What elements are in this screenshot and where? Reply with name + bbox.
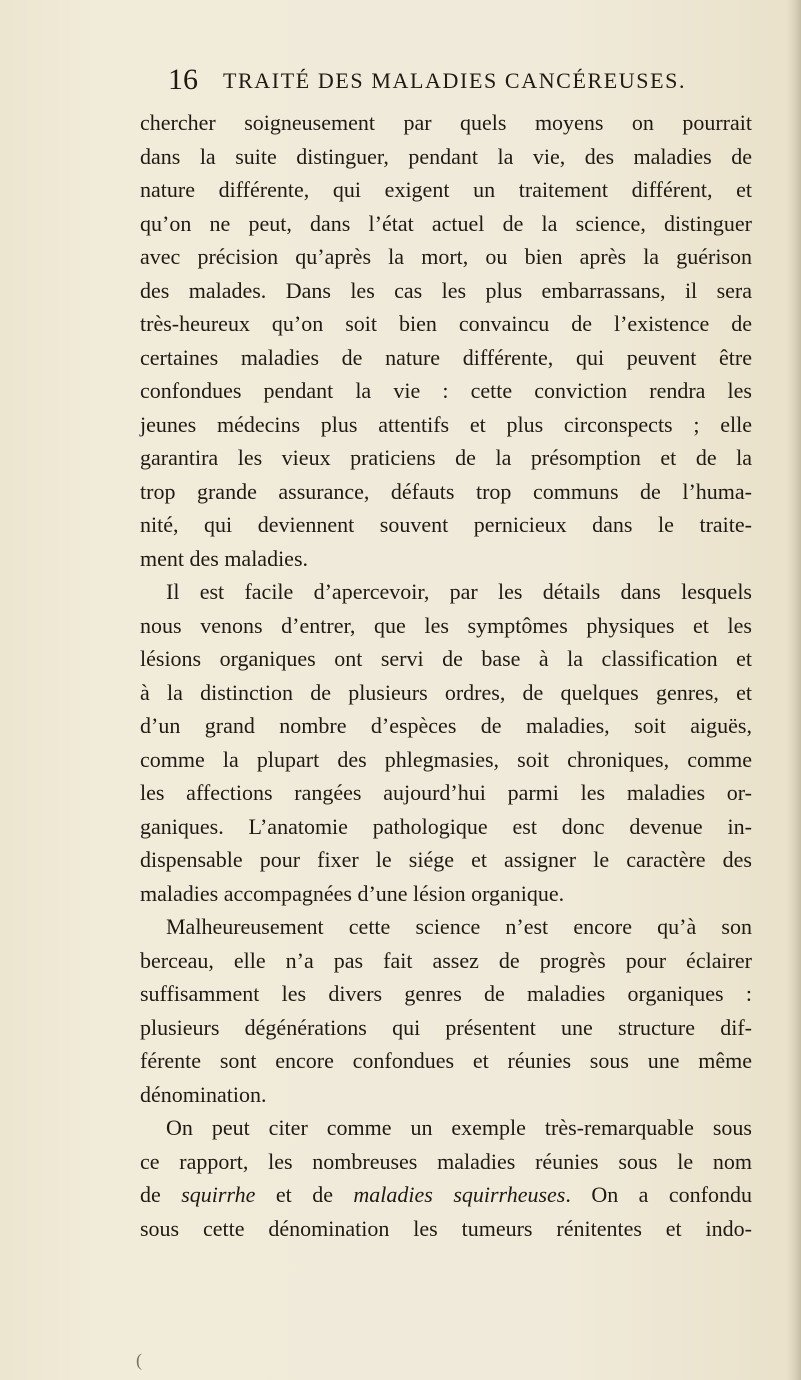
text-line: chercher soigneusement par quels moyens on pourrait (140, 110, 752, 135)
text-line: ce rapport, les nombreuses maladies réunies sous le nom (140, 1148, 752, 1174)
text-line: ment des maladies. (140, 545, 309, 571)
text-line: ganiques. L’anatomie pathologique est donc devenue in- (140, 813, 752, 839)
text-line: certaines maladies de nature différente, qui peuvent être (140, 344, 752, 370)
text-line: à la distinction de plusieurs ordres, de quelques genres, et (140, 679, 752, 705)
text-line italic-line: de squirrhe et de maladies squirrheuses. On a confondu (140, 1182, 752, 1207)
page-number: 16 (168, 63, 198, 96)
text-line: berceau, elle n’a pas fait assez de progrès pour éclairer (140, 947, 752, 973)
text-line: plusieurs dégénérations qui présentent une structure dif- (140, 1014, 752, 1040)
page-edge-shadow (787, 0, 801, 1380)
running-title: TRAITÉ DES MALADIES CANCÉREUSES. (223, 68, 687, 93)
text-line: sous cette dénomination les tumeurs rénitentes et indo- (140, 1215, 752, 1241)
text-line: dispensable pour fixer le siége et assigner le caractère des (140, 847, 752, 872)
text-line: les affections rangées aujourd’hui parmi les maladies or- (140, 780, 752, 805)
text-line: qu’on ne peut, dans l’état actuel de la science, distinguer (140, 210, 752, 236)
text-line: nature différente, qui exigent un traitement différent, et (140, 177, 752, 202)
text-line: Il est facile d’apercevoir, par les détails dans lesquels (166, 579, 752, 604)
text-line: lésions organiques ont servi de base à la classification et (140, 646, 752, 671)
body-text (140, 106, 752, 1245)
text-line: dénomination. (140, 1081, 267, 1107)
text-line: très-heureux qu’on soit bien convaincu de l’existence de (140, 311, 752, 336)
text-line: comme la plupart des phlegmasies, soit chroniques, comme (140, 746, 752, 772)
paper-speck: ( (136, 1350, 142, 1370)
text-line: On peut citer comme un exemple très-remarquable sous (166, 1115, 752, 1140)
text-line: trop grande assurance, défauts trop communs de l’huma- (140, 478, 752, 504)
text-line: avec précision qu’après la mort, ou bien après la guérison (140, 244, 752, 269)
text-line: des malades. Dans les cas les plus embarrassans, il sera (140, 277, 752, 303)
text-line: d’un grand nombre d’espèces de maladies, soit aiguës, (140, 713, 752, 738)
text-line: Malheureusement cette science n’est encore qu’à son (166, 914, 752, 939)
text-line: jeunes médecins plus attentifs et plus circonspects ; elle (140, 411, 752, 437)
text-line: dans la suite distinguer, pendant la vie, des maladies de (140, 143, 752, 169)
text-line: garantira les vieux praticiens de la présomption et de la (140, 445, 752, 470)
page-header (168, 62, 728, 102)
text-line: nité, qui deviennent souvent pernicieux dans le traite- (140, 512, 752, 537)
text-line: nous venons d’entrer, que les symptômes physiques et les (140, 612, 752, 638)
text-line: férente sont encore confondues et réunies sous une même (140, 1048, 752, 1073)
text-line: maladies accompagnées d’une lésion organique. (140, 880, 565, 906)
text-line: suffisamment les divers genres de maladies organiques : (140, 981, 752, 1006)
text-line: confondues pendant la vie : cette conviction rendra les (140, 378, 752, 403)
